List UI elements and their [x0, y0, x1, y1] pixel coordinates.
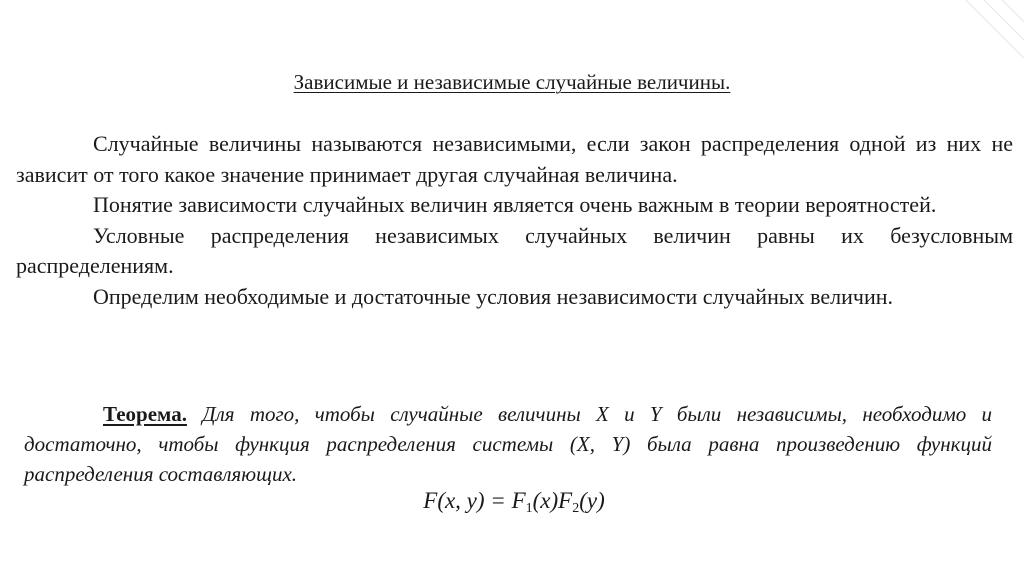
body-text — [16, 129, 1013, 312]
paragraph-importance: Понятие зависимости случайных величин является очень важным в теории вероятностей. — [93, 192, 937, 217]
formula-rhs: (y) — [579, 488, 605, 513]
formula — [0, 488, 1024, 514]
formula-subscript-1: 1 — [525, 501, 533, 516]
corner-decoration — [944, 0, 1024, 80]
formula-mid: (x)F — [532, 488, 573, 513]
theorem-block — [24, 399, 992, 489]
paragraph-definition: Случайные величины называются независимыми, если закон распределения одной из них не зависит от того какое значение принимает другая случайная величина. — [16, 131, 1013, 187]
paragraph-conditions: Определим необходимые и достаточные условия независимости случайных величин. — [93, 283, 894, 309]
page-title: Зависимые и независимые случайные величины. — [293, 70, 731, 94]
formula-subscript-2: 2 — [572, 501, 580, 516]
paragraph-conditional: Условные распределения независимых случайных величин равны их безусловным распределениям. — [16, 222, 1013, 278]
formula-lhs: F(x, y) = F — [423, 488, 526, 513]
theorem-text: Для того, чтобы случайные величины X и Y были независимы, необходимо и достаточно, чтобы функция распределения системы (X, Y) была равна произведению функций распределения составляющих. — [24, 402, 993, 486]
theorem-label: Теорема. — [103, 402, 187, 426]
